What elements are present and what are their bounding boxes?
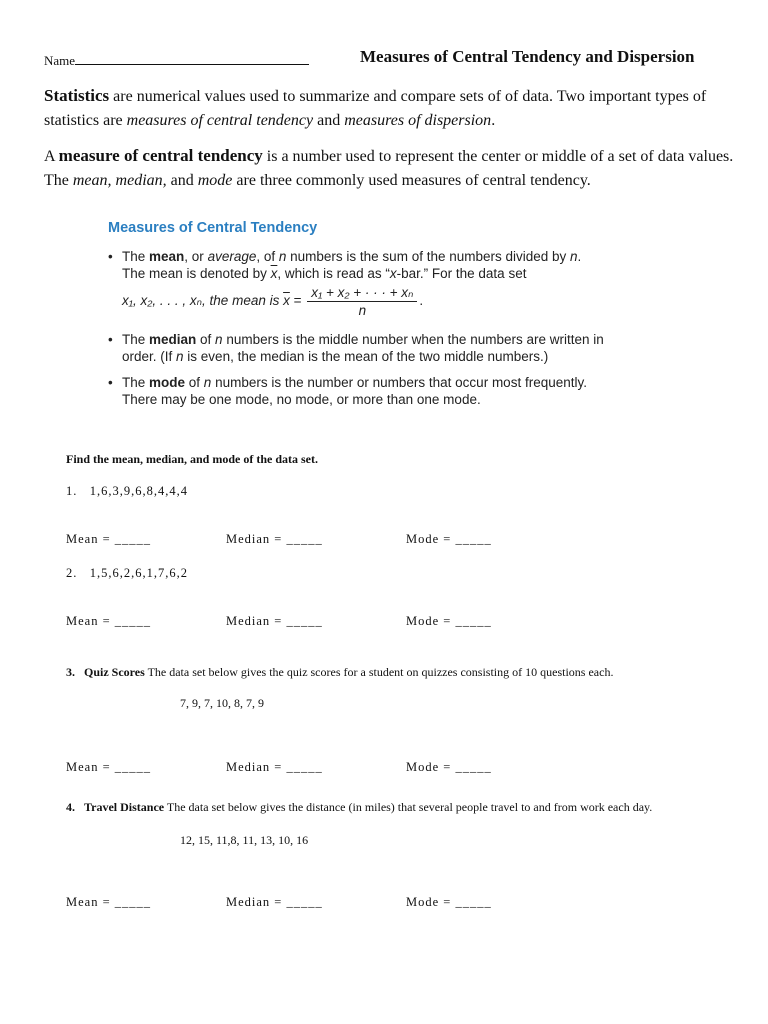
- problem-3-data: 7, 9, 7, 10, 8, 7, 9: [180, 696, 264, 710]
- mode-answer-3[interactable]: Mode = _____: [406, 760, 492, 774]
- problem-2: 2. 1,5,6,2,6,1,7,6,2: [66, 566, 188, 580]
- problem-3-title: Quiz Scores: [84, 665, 145, 679]
- mode-answer-4[interactable]: Mode = _____: [406, 895, 492, 909]
- problem-2-data: 1,5,6,2,6,1,7,6,2: [89, 566, 188, 580]
- name-blank[interactable]: [75, 52, 309, 65]
- median-answer-4[interactable]: Median = _____: [226, 895, 323, 909]
- central-tendency-paragraph: A measure of central tendency is a number used to represent the center or middle of a set of data values. The mean, median, and mode are three commonly used measures of central tendency.: [44, 146, 734, 189]
- instructions: Find the mean, median, and mode of the data set.: [66, 452, 319, 466]
- mean-definition: • The mean, or average, of n numbers is the sum of the numbers divided by n. The mean is denoted by $\overline{x}$, which is read as “x-bar.” For the data set x₁, x₂, . . . , xₙ, the mean is $\overline{x}$ = $\frac{\text{x₁ + x₂ + · · · + xₙ}}{n}$ .: [108, 248, 608, 322]
- problem-4-title: Travel Distance: [84, 800, 165, 814]
- median-definition: • The median of n numbers is the middle number when the numbers are written in order. (If n is even, the median is the mean of the two middle numbers.): [108, 331, 608, 365]
- central-tendency-term: measure of central tendency: [58, 146, 263, 165]
- name-label: Name: [44, 53, 76, 68]
- median-answer-2[interactable]: Median = _____: [226, 614, 323, 628]
- mode-definition: • The mode of n numbers is the number or numbers that occur most frequently. There may be one mode, no mode, or more than one mode.: [108, 374, 608, 408]
- definitions-box: [108, 220, 608, 417]
- problem-4: 4. Travel Distance The data set below gives the distance (in miles) that several people travel to and from work each day.: [66, 800, 653, 814]
- median-answer-3[interactable]: Median = _____: [226, 760, 323, 774]
- median-answer-1[interactable]: Median = _____: [226, 532, 323, 546]
- document-title: Measures of Central Tendency and Dispersion: [360, 47, 695, 66]
- mean-answer-1[interactable]: Mean = _____: [66, 532, 152, 546]
- problem-3: 3. Quiz Scores The data set below gives the quiz scores for a student on quizzes consisting of 10 questions each.: [66, 665, 614, 679]
- mean-fraction: $\frac{\text{x₁ + x₂ + · · · + xₙ}}{n}$: [307, 284, 417, 319]
- problem-1: 1. 1,6,3,9,6,8,4,4,4: [66, 484, 188, 498]
- mean-answer-4[interactable]: Mean = _____: [66, 895, 152, 909]
- problem-1-data: 1,6,3,9,6,8,4,4,4: [89, 484, 188, 498]
- problem-4-data: 12, 15, 11,8, 11, 13, 10, 16: [180, 833, 309, 847]
- definitions-heading: Measures of Central Tendency: [108, 220, 318, 236]
- mean-formula: x₁, x₂, . . . , xₙ, the mean is $\overline{x}$ = $\frac{\text{x₁ + x₂ + · · · + xₙ}}{n}$ .: [122, 285, 424, 318]
- mean-answer-3[interactable]: Mean = _____: [66, 760, 152, 774]
- mode-answer-1[interactable]: Mode = _____: [406, 532, 492, 546]
- name-field: [44, 52, 309, 69]
- mode-answer-2[interactable]: Mode = _____: [406, 614, 492, 628]
- term-central-tendency: measures of central tendency: [126, 112, 314, 129]
- term-dispersion: measures of dispersion: [344, 112, 492, 129]
- statistics-paragraph: Statistics are numerical values used to summarize and compare sets of of data. Two important types of statistics are measures of central tendency and measures of dispersion.: [44, 86, 707, 129]
- mean-answer-2[interactable]: Mean = _____: [66, 614, 152, 628]
- statistics-term: Statistics: [44, 86, 110, 105]
